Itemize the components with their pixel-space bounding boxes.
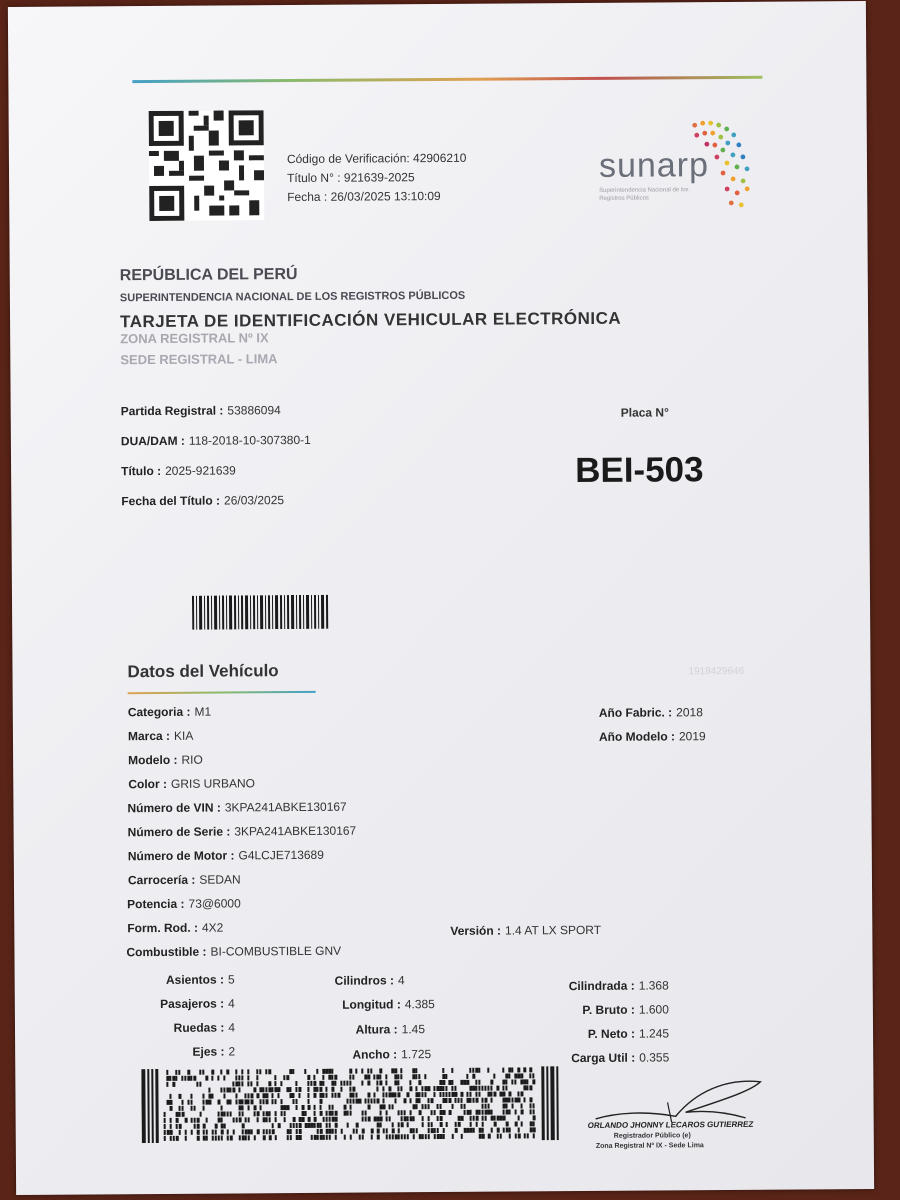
serie-value: 3KPA241ABKE130167 <box>234 823 357 839</box>
zona-registral: ZONA REGISTRAL Nº IX <box>120 330 269 347</box>
signer-zona: Zona Registral Nº IX - Sede Lima <box>595 1142 704 1150</box>
ejes-label: Ejes : <box>192 1044 225 1059</box>
ancho-label: Ancho : <box>352 1047 398 1062</box>
vin-value: 3KPA241ABKE130167 <box>224 799 347 815</box>
document-sheet <box>8 1 874 1195</box>
cilindrada-label: Cilindrada : <box>568 978 635 994</box>
signer-name: ORLANDO JHONNY LECAROS GUTIERREZ <box>587 1119 754 1130</box>
anofab-row <box>599 705 703 720</box>
vin-row <box>127 800 346 816</box>
color-value: GRIS URBANO <box>170 776 256 791</box>
pneto-label: P. Neto : <box>587 1026 636 1041</box>
titulo-label: Título : <box>121 463 162 479</box>
placa-label: Placa N° <box>620 405 669 420</box>
formrod-row <box>127 921 223 936</box>
vin-label: Número de VIN : <box>127 800 221 816</box>
fecha-titulo-value: 26/03/2025 <box>223 493 285 508</box>
cilindrada-value: 1.368 <box>638 978 669 993</box>
republica-heading: REPÚBLICA DEL PERÚ <box>119 265 298 285</box>
carroceria-row <box>128 872 241 887</box>
sunarp-logo-text: sunarp <box>598 146 710 185</box>
carga-value: 0.355 <box>639 1050 670 1065</box>
marca-row <box>128 729 193 743</box>
motor-label: Número de Motor : <box>127 848 235 864</box>
fecha-titulo-label: Fecha del Título : <box>121 493 221 509</box>
ancho-value: 1.725 <box>401 1047 432 1062</box>
version-row <box>450 923 601 938</box>
fecha-titulo-row <box>121 493 284 508</box>
cilindros-row <box>295 973 405 988</box>
anofab-value: 2018 <box>676 705 703 720</box>
asientos-value: 5 <box>227 972 235 987</box>
pasajeros-value: 4 <box>228 996 235 1011</box>
color-row <box>128 776 255 791</box>
marca-value: KIA <box>173 728 194 743</box>
longitud-label: Longitud : <box>342 997 401 1012</box>
pneto-value: 1.245 <box>638 1026 670 1041</box>
anomod-label: Año Modelo : <box>598 729 676 744</box>
datos-underline <box>128 691 316 694</box>
combustible-value: BI-COMBUSTIBLE GNV <box>210 943 342 959</box>
modelo-row <box>128 753 203 768</box>
dua-value: 118-2018-10-307380-1 <box>188 432 311 448</box>
cilindrada-row <box>515 978 669 993</box>
longitud-row <box>295 997 435 1012</box>
pasajeros-row <box>125 996 235 1011</box>
anomod-value: 2019 <box>678 729 706 744</box>
motor-row <box>128 848 324 863</box>
sunarp-logo-subtitle: Superintendencia Nacional de los Registros Públicos <box>599 187 689 202</box>
partida-label: Partida Registral : <box>120 403 224 419</box>
ruedas-label: Ruedas : <box>173 1020 225 1035</box>
ruedas-row <box>125 1020 235 1035</box>
potencia-row <box>127 896 241 911</box>
cilindros-label: Cilindros : <box>334 973 395 988</box>
pbruto-row <box>515 1002 669 1017</box>
verification-code: Código de Verificación: 42906210 <box>286 150 467 167</box>
issue-date: Fecha : 26/03/2025 13:10:09 <box>287 188 441 205</box>
ancho-row <box>295 1047 431 1062</box>
asientos-label: Asientos : <box>165 972 225 987</box>
combustible-label: Combustible : <box>126 944 207 960</box>
pbruto-label: P. Bruto : <box>582 1002 635 1018</box>
pbruto-value: 1.600 <box>638 1002 669 1017</box>
signer-role: Registrador Público (e) <box>613 1132 691 1140</box>
cilindros-value: 4 <box>397 973 405 988</box>
titulo-row <box>121 463 236 478</box>
superintendencia-heading: SUPERINTENDENCIA NACIONAL DE LOS REGISTROS PÚBLICOS <box>119 289 466 305</box>
partida-row <box>121 403 281 418</box>
pdf417-barcode <box>141 1066 562 1143</box>
carga-label: Carga Util : <box>571 1050 636 1066</box>
altura-row <box>295 1022 425 1037</box>
formrod-label: Form. Rod. : <box>127 920 199 936</box>
verification-block <box>287 149 467 207</box>
ejes-row <box>125 1044 235 1059</box>
ruedas-value: 4 <box>228 1020 236 1035</box>
categoria-row <box>128 705 211 720</box>
motor-value: G4LCJE713689 <box>238 847 324 863</box>
document-title: TARJETA DE IDENTIFICACIÓN VEHICULAR ELECTRÓNICA <box>119 308 622 332</box>
potencia-value: 73@6000 <box>188 896 241 911</box>
color-label: Color : <box>128 776 168 792</box>
ejes-value: 2 <box>228 1044 236 1059</box>
altura-value: 1.45 <box>401 1022 426 1037</box>
formrod-value: 4X2 <box>201 920 224 935</box>
anomod-row <box>599 729 706 744</box>
categoria-value: M1 <box>194 704 212 719</box>
pasajeros-label: Pasajeros : <box>160 996 225 1011</box>
carroceria-value: SEDAN <box>199 872 241 887</box>
header-color-line <box>132 76 762 83</box>
version-label: Versión : <box>450 923 502 938</box>
categoria-label: Categoria : <box>127 704 191 720</box>
barcode-small <box>192 595 330 630</box>
altura-label: Altura : <box>355 1022 398 1037</box>
modelo-label: Modelo : <box>128 752 178 768</box>
qr-code <box>149 110 265 221</box>
modelo-value: RIO <box>181 752 203 767</box>
partida-value: 53886094 <box>227 403 281 418</box>
carroceria-label: Carrocería : <box>127 872 196 888</box>
combustible-row <box>126 944 341 959</box>
dua-label: DUA/DAM : <box>120 433 185 449</box>
longitud-value: 4.385 <box>404 997 435 1012</box>
anofab-label: Año Fabric. : <box>598 705 673 720</box>
faint-code: 1918429646 <box>688 665 745 678</box>
placa-value: BEI-503 <box>574 450 704 491</box>
sede-registral: SEDE REGISTRAL - LIMA <box>120 351 278 368</box>
marca-label: Marca : <box>127 728 171 744</box>
dua-row <box>121 433 311 448</box>
carga-row <box>515 1050 669 1065</box>
asientos-row <box>125 972 235 987</box>
serie-row <box>128 824 357 840</box>
serie-label: Número de Serie : <box>127 824 231 840</box>
potencia-label: Potencia : <box>127 896 185 912</box>
version-value: 1.4 AT LX SPORT <box>504 922 602 938</box>
titulo-number: Título N° : 921639-2025 <box>287 170 415 186</box>
pneto-row <box>515 1026 669 1041</box>
datos-vehiculo-heading: Datos del Vehículo <box>127 661 279 682</box>
titulo-value: 2025-921639 <box>165 463 236 478</box>
